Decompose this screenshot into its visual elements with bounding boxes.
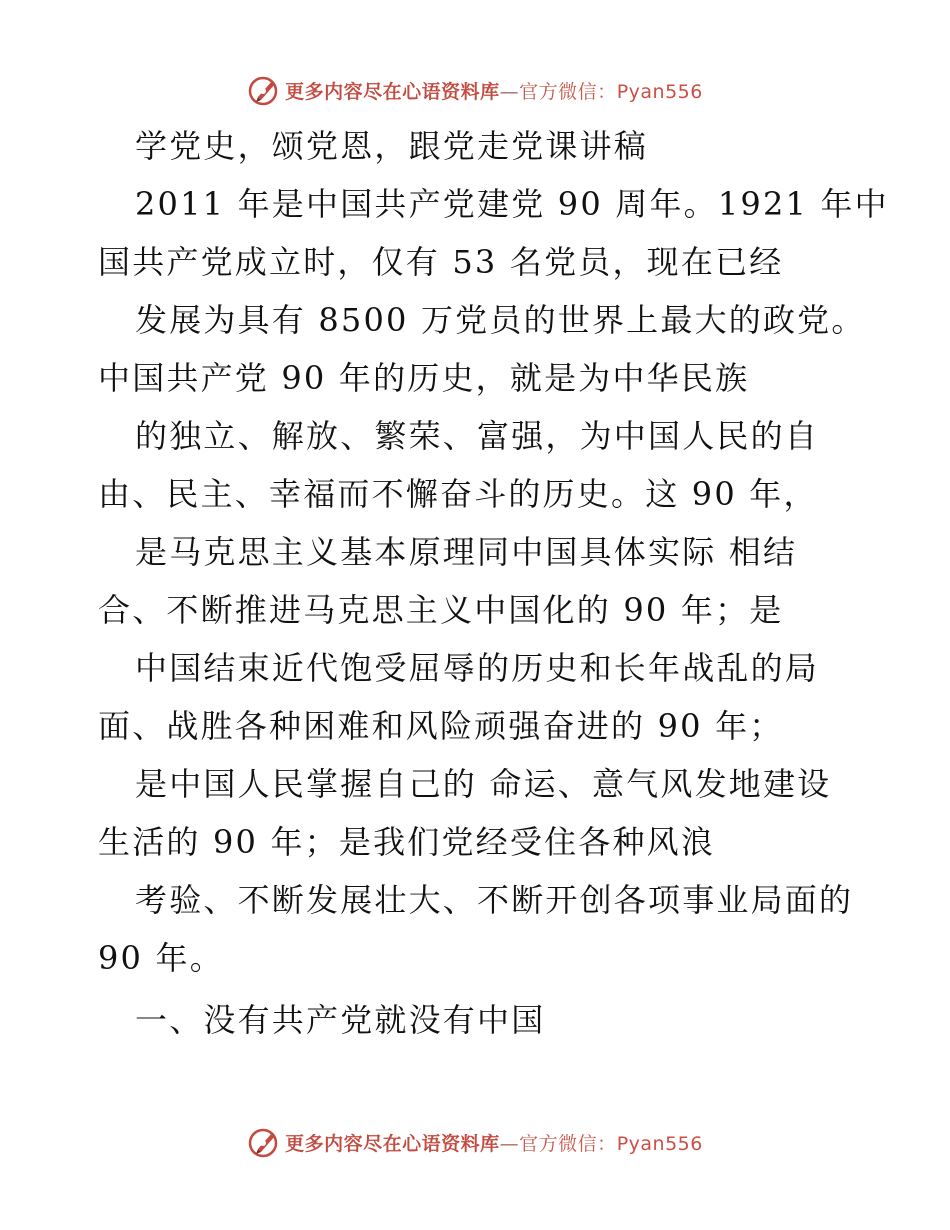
paragraph-line: 是中国人民掌握自己的 命运、意气风发地建设 bbox=[135, 765, 832, 803]
paragraph-line: 发展为具有 8500 万党员的世界上最大的政党。 bbox=[135, 301, 866, 339]
paragraph-line: 考验、不断发展壮大、不断开创各项事业局面的 bbox=[135, 881, 854, 919]
section-heading: 一、没有共产党就没有中国 bbox=[135, 1001, 546, 1039]
footer-watermark bbox=[0, 1122, 950, 1162]
paragraph-line: 中国结束近代饱受屈辱的历史和长年战乱的局 bbox=[135, 649, 820, 687]
paragraph-line: 合、不断推进马克思主义中国化的 90 年；是 bbox=[98, 591, 784, 629]
watermark-text: 更多内容尽在心语资料库—官方微信：Pyan556 bbox=[285, 1132, 703, 1155]
pen-logo-icon bbox=[247, 1125, 281, 1159]
paragraph-line: 生活的 90 年；是我们党经受住各种风浪 bbox=[98, 823, 716, 861]
paragraph-line: 由、民主、幸福而不懈奋斗的历史。这 90 年， bbox=[98, 475, 818, 513]
watermark-text: 更多内容尽在心语资料库—官方微信：Pyan556 bbox=[285, 80, 703, 103]
paragraph-line: 2011 年是中国共产党建党 90 周年。1921 年中 bbox=[135, 185, 889, 223]
paragraph-line: 国共产党成立时，仅有 53 名党员，现在已经 bbox=[98, 243, 784, 281]
paragraph-line: 是马克思主义基本原理同中国具体实际 相结 bbox=[135, 533, 798, 571]
paragraph-line: 的独立、解放、繁荣、富强，为中国人民的自 bbox=[135, 417, 820, 455]
paragraph-line: 90 年。 bbox=[98, 939, 224, 977]
paragraph-line: 中国共产党 90 年的历史，就是为中华民族 bbox=[98, 359, 750, 397]
paragraph-line: 面、战胜各种困难和风险顽强奋进的 90 年； bbox=[98, 707, 784, 745]
document-title: 学党史，颂党恩，跟党走党课讲稿 bbox=[135, 127, 649, 165]
